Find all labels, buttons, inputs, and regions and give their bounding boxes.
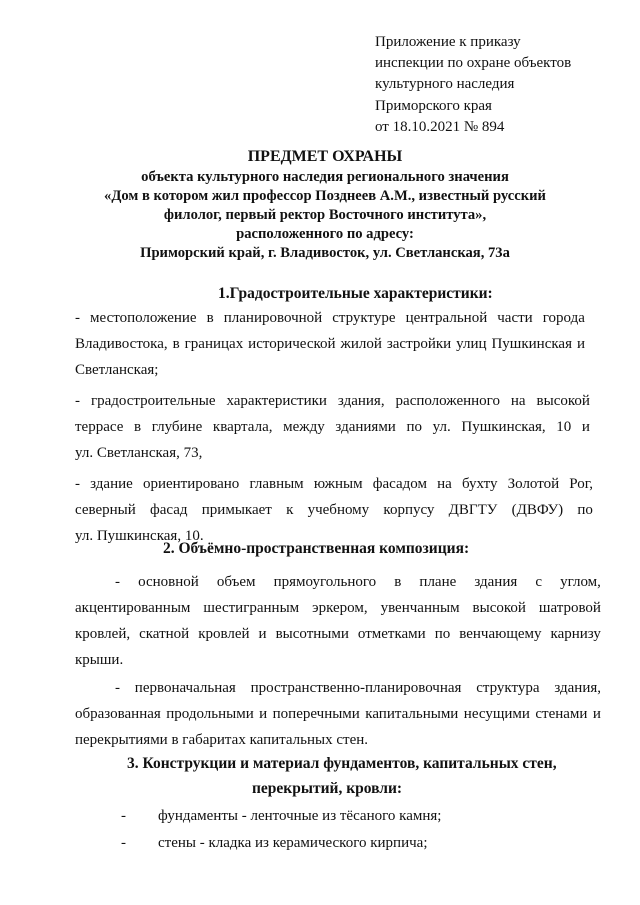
- word: -: [75, 393, 80, 409]
- word: застройки: [386, 336, 452, 352]
- word: структура: [476, 680, 540, 696]
- text-line: [75, 621, 601, 647]
- word: между: [283, 419, 325, 435]
- word: образованная: [75, 706, 161, 722]
- title-line: филолог, первый ректор Восточного института»,: [163, 207, 487, 223]
- word: корпусу: [383, 502, 435, 518]
- word: и: [592, 706, 601, 722]
- word: в: [134, 419, 142, 435]
- word: ДВГТУ: [448, 502, 498, 518]
- word: на: [437, 476, 452, 492]
- word: характеристики: [226, 393, 327, 409]
- word: здания,: [337, 393, 385, 409]
- word: на: [510, 393, 526, 409]
- word: исторической: [248, 336, 336, 352]
- word: улиц: [456, 336, 487, 352]
- text-line: [75, 497, 593, 523]
- word: кровлей: [198, 626, 250, 642]
- word: бухту: [461, 476, 498, 492]
- section1-paragraph-2: [75, 388, 590, 466]
- section1-heading: 1.Градостроительные характеристики:: [218, 285, 493, 302]
- word: и: [259, 706, 268, 722]
- word: по: [577, 502, 593, 518]
- word: -: [75, 310, 80, 326]
- word: кровлей,: [75, 626, 131, 642]
- word: высокой: [472, 600, 526, 616]
- word: планировочной: [223, 310, 323, 326]
- word: центральной: [405, 310, 488, 326]
- word: высотными: [275, 626, 349, 642]
- word: увенчанным: [380, 600, 460, 616]
- title-line: Приморский край, г. Владивосток, ул. Светланская, 73а: [140, 245, 510, 261]
- word: в: [394, 574, 402, 590]
- title-line: расположенного по адресу:: [236, 226, 414, 242]
- word: зданиями: [335, 419, 396, 435]
- text-line: [75, 675, 601, 701]
- word: Рог,: [569, 476, 593, 492]
- word: плане: [419, 574, 457, 590]
- section1-paragraph-3: [75, 471, 593, 549]
- word: по: [406, 419, 423, 435]
- word: скатной: [139, 626, 190, 642]
- annex-block: [375, 32, 625, 138]
- section1-paragraph-1: [75, 305, 585, 383]
- word: главным: [249, 476, 304, 492]
- word: террасе: [75, 419, 124, 435]
- title-line: объекта культурного наследия регионального значения: [141, 169, 509, 185]
- text-line: Светланская;: [75, 362, 159, 378]
- text-line: [75, 414, 590, 440]
- word: венчающему: [459, 626, 542, 642]
- section2-heading: 2. Объёмно-пространственная композиция:: [163, 540, 470, 557]
- text-line: [75, 388, 590, 414]
- word: 10: [556, 419, 572, 435]
- text-line: ул. Светланская, 73,: [75, 445, 203, 461]
- word: капитальными: [365, 706, 459, 722]
- word: глубине: [151, 419, 203, 435]
- text-line: [75, 569, 601, 595]
- annex-line: инспекции по охране объектов: [375, 55, 572, 72]
- word: Золотой: [507, 476, 560, 492]
- word: основной: [138, 574, 199, 590]
- word: продольными: [166, 706, 254, 722]
- word: карнизу: [550, 626, 601, 642]
- word: ул.: [432, 419, 451, 435]
- word: структуре: [332, 310, 396, 326]
- annex-line: от 18.10.2021 № 894: [375, 118, 505, 135]
- word: и: [576, 336, 585, 352]
- word: поперечными: [272, 706, 360, 722]
- text-line: [75, 701, 601, 727]
- text-line: ул. Пушкинская, 10.: [75, 528, 204, 544]
- word: здания: [474, 574, 518, 590]
- word: части: [497, 310, 533, 326]
- word: по: [434, 626, 451, 642]
- word: (ДВФУ): [511, 502, 564, 518]
- word: объем: [216, 574, 256, 590]
- word: здание: [90, 476, 133, 492]
- title-block: [60, 147, 590, 263]
- annex-line: Приморского края: [375, 97, 492, 114]
- word: -: [75, 476, 80, 492]
- word: примыкает: [201, 502, 272, 518]
- word: и: [258, 626, 267, 642]
- bullet-dash: -: [121, 808, 126, 824]
- word: Владивостока,: [75, 336, 168, 352]
- section2-paragraph-1: [75, 569, 601, 673]
- word: северный: [75, 502, 136, 518]
- word: шатровой: [538, 600, 601, 616]
- word: ориентировано: [142, 476, 240, 492]
- word: в: [172, 336, 180, 352]
- text-line: перекрытиями в габаритах капитальных стен.: [75, 732, 368, 748]
- word: здания,: [554, 680, 601, 696]
- word: эркером,: [312, 600, 368, 616]
- text-line: [75, 331, 585, 357]
- list-item-text: фундаменты - ленточные из тёсаного камня;: [158, 808, 442, 824]
- word: -: [115, 680, 120, 696]
- word: Пушкинская,: [461, 419, 546, 435]
- text-line: [75, 305, 585, 331]
- word: Пушкинская: [491, 336, 572, 352]
- page-title: ПРЕДМЕТ ОХРАНЫ: [247, 148, 403, 165]
- section3-heading-cont: перекрытий, кровли:: [252, 780, 403, 797]
- word: квартала,: [212, 419, 273, 435]
- word: несущими: [463, 706, 530, 722]
- word: -: [115, 574, 120, 590]
- text-line: [75, 471, 593, 497]
- word: отметками: [357, 626, 426, 642]
- word: границах: [184, 336, 244, 352]
- text-line: крыши.: [75, 652, 124, 668]
- word: фасадом: [372, 476, 427, 492]
- word: в: [206, 310, 214, 326]
- word: градостроительные: [90, 393, 216, 409]
- word: южным: [313, 476, 363, 492]
- word: высокой: [536, 393, 590, 409]
- annex-line: культурного наследия: [375, 76, 515, 93]
- section3-heading: 3. Конструкции и материал фундаментов, капитальных стен,: [127, 755, 557, 772]
- word: углом,: [560, 574, 601, 590]
- text-line: [75, 595, 601, 621]
- word: первоначальная: [134, 680, 236, 696]
- word: с: [535, 574, 543, 590]
- word: фасад: [150, 502, 188, 518]
- word: учебному: [307, 502, 370, 518]
- word: прямоугольного: [273, 574, 377, 590]
- list-item-text: стены - кладка из керамического кирпича;: [158, 835, 428, 851]
- word: шестигранным: [203, 600, 300, 616]
- word: стенами: [535, 706, 588, 722]
- word: и: [581, 419, 590, 435]
- bullet-dash: -: [121, 835, 126, 851]
- word: к: [286, 502, 294, 518]
- title-line: «Дом в котором жил профессор Позднеев А.М., известный русский: [104, 188, 546, 204]
- word: расположенного: [395, 393, 500, 409]
- annex-line: Приложение к приказу: [375, 34, 521, 50]
- word: пространственно-планировочная: [250, 680, 462, 696]
- word: местоположение: [90, 310, 197, 326]
- word: города: [542, 310, 585, 326]
- word: жилой: [340, 336, 382, 352]
- section2-paragraph-2: [75, 675, 601, 753]
- word: акцентированным: [75, 600, 191, 616]
